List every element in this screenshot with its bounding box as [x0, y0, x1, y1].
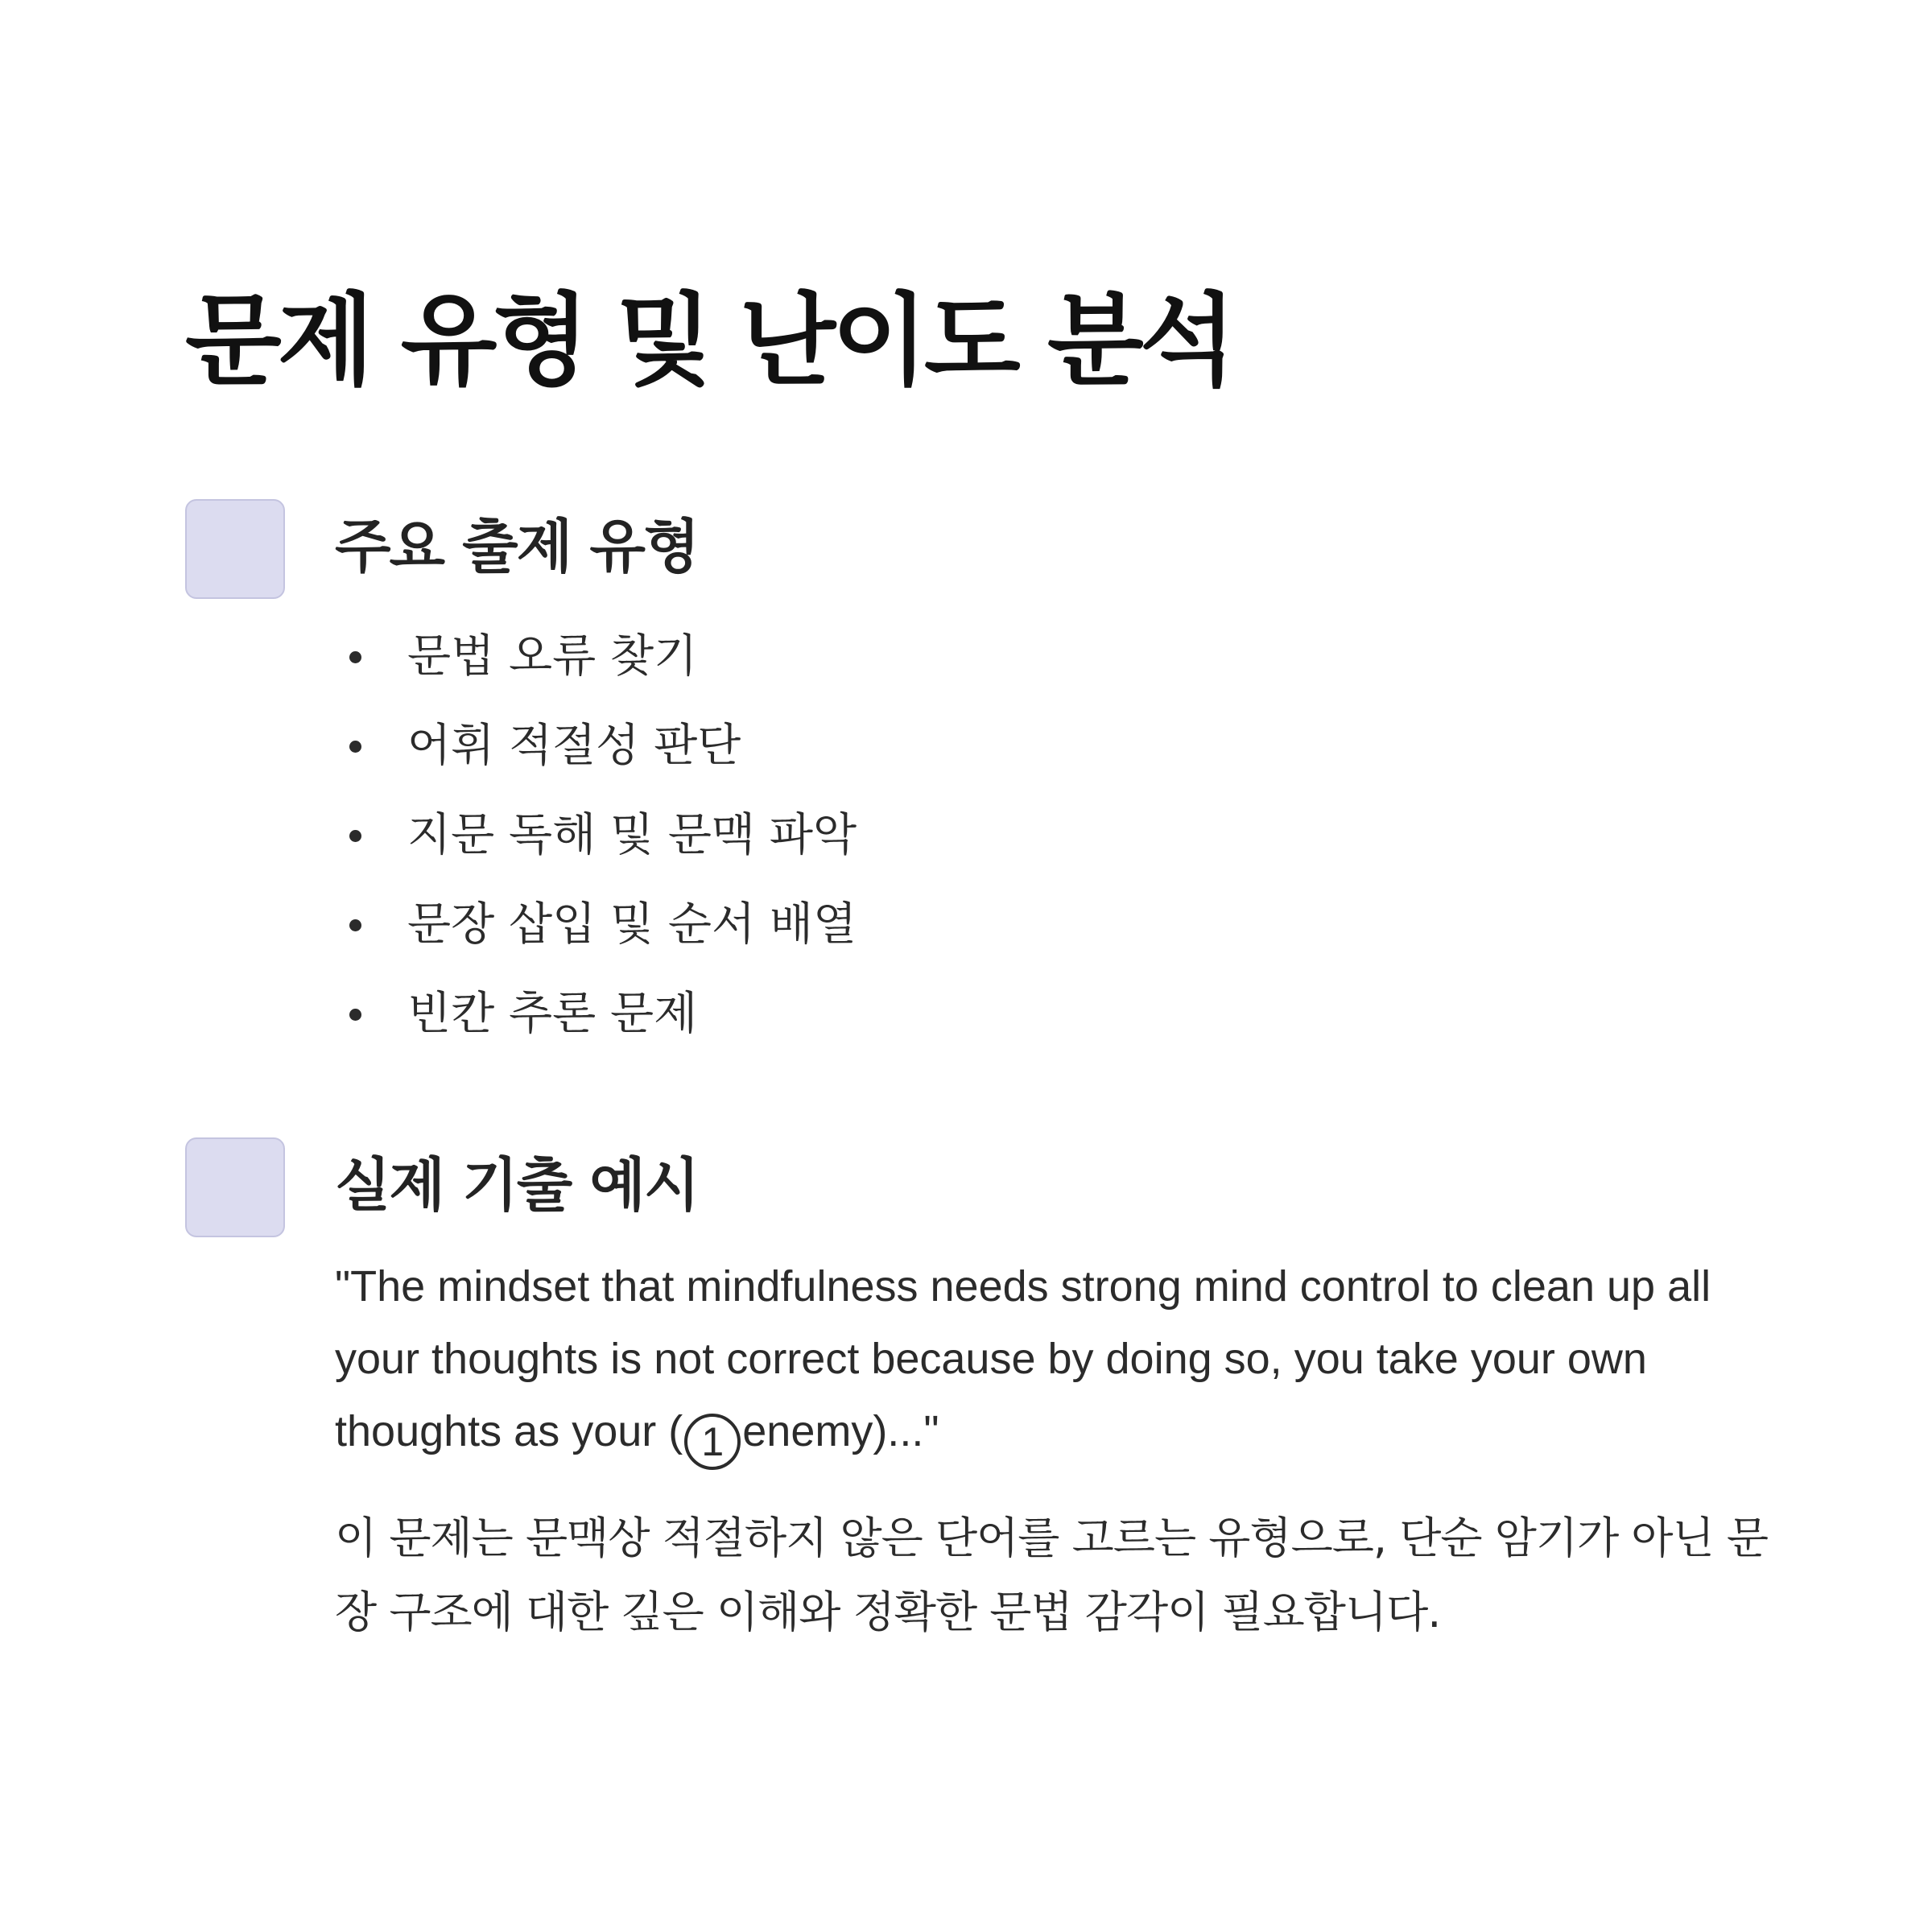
bullet-icon: [349, 741, 361, 753]
list-item: [335, 701, 857, 791]
section-heading: 주요 출제 유형: [335, 513, 699, 580]
list-item-label: 문법 오류 찾기: [407, 630, 698, 683]
section-heading: 실제 기출 예시: [335, 1151, 699, 1219]
list-item-label: 지문 독해 및 문맥 파악: [407, 809, 857, 861]
question-type-list: [335, 612, 857, 1059]
list-item: [335, 791, 857, 880]
list-item: [335, 969, 857, 1059]
explanation-text: 이 문제는 문맥상 적절하지 않은 단어를 고르는 유형으로, 단순 암기가 아닌 문장 구조에 대한 깊은 이해와 정확한 문법 감각이 필요합니다.: [335, 1513, 1769, 1637]
bullet-icon: [349, 830, 361, 842]
page-title: 문제 유형 및 난이도 분석: [185, 283, 1232, 399]
example-quote: [335, 1250, 1768, 1470]
section-marker-icon: [185, 1137, 285, 1237]
list-item: [335, 880, 857, 969]
quote-text-before: "The mindset that mindfulness needs strong mind control to clean up all your thoughts is not correct because by doing so, you take your own thoughts as your (: [335, 1262, 1711, 1455]
list-item-label: 빈칸 추론 문제: [407, 988, 698, 1040]
bullet-icon: [349, 651, 361, 663]
list-item: [335, 612, 857, 701]
bullet-icon: [349, 919, 361, 931]
section-marker-icon: [185, 499, 285, 599]
list-item-label: 어휘 적절성 판단: [407, 720, 741, 772]
circled-number-one-icon: 1: [684, 1414, 741, 1470]
bullet-icon: [349, 1009, 361, 1021]
list-item-label: 문장 삽입 및 순서 배열: [407, 898, 857, 951]
quote-text-after: enemy)...": [742, 1407, 939, 1455]
